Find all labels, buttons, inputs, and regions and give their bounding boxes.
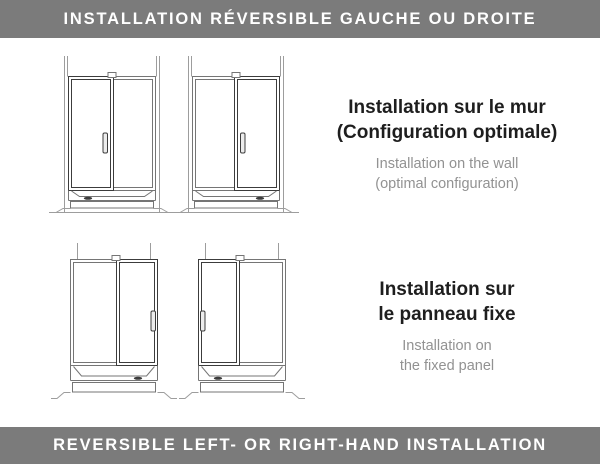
footer-title: REVERSIBLE LEFT- OR RIGHT-HAND INSTALLATION <box>53 436 547 454</box>
caption-fr-line2: (Configuration optimale) <box>336 122 558 143</box>
caption-fr-line1: Installation sur le mur <box>348 97 546 118</box>
caption-en-line1: Installation on the wall <box>375 156 519 172</box>
diagram-door-hinged-right-wall <box>172 54 300 216</box>
caption-en <box>317 154 577 194</box>
caption-fr <box>317 95 577 145</box>
footer-banner <box>0 427 600 464</box>
caption-panel-installation <box>317 277 577 376</box>
caption-fr-line1: Installation sur <box>379 279 515 300</box>
caption-en-line1: Installation on <box>402 338 492 354</box>
caption-fr-line2: le panneau fixe <box>378 304 516 325</box>
diagram-door-hinged-left-wall <box>48 54 176 216</box>
caption-fr <box>317 277 577 327</box>
caption-en <box>317 336 577 376</box>
diagram-door-hinged-fixed-panel-left <box>178 242 306 404</box>
caption-en-line2: (optimal configuration) <box>375 176 519 192</box>
header-banner <box>0 0 600 38</box>
header-title: INSTALLATION RÉVERSIBLE GAUCHE OU DROITE <box>63 9 537 28</box>
caption-wall-installation <box>317 95 577 194</box>
diagram-door-hinged-fixed-panel-right <box>50 242 178 404</box>
caption-en-line2: the fixed panel <box>399 358 495 374</box>
